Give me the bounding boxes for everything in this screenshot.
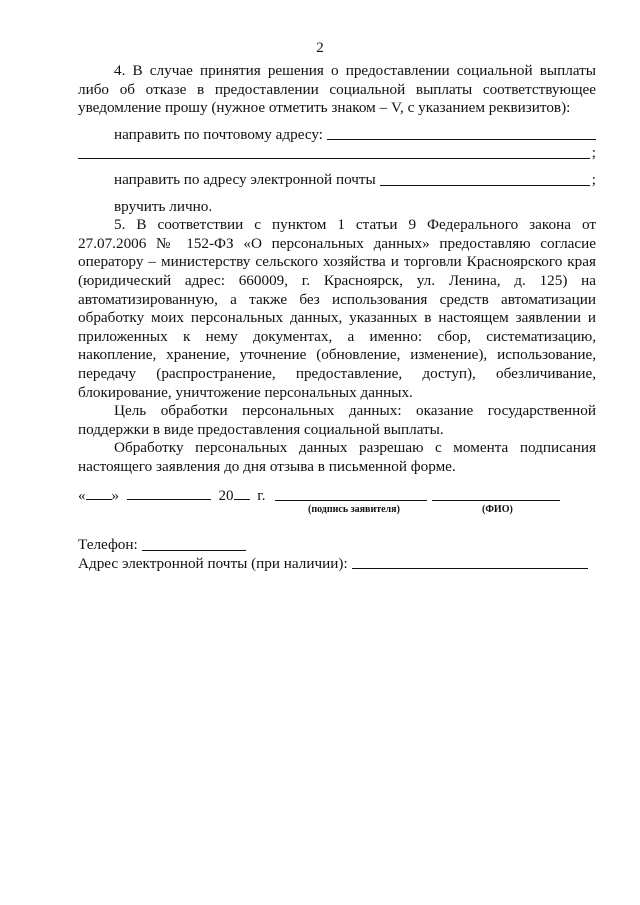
postal-address-line-2[interactable]	[78, 158, 590, 159]
year-field[interactable]	[234, 486, 250, 500]
postal-address-label: направить по почтовому адресу:	[114, 125, 324, 143]
document-body	[78, 62, 596, 476]
permission-paragraph: Обработку персональных данных разрешаю с момента подписания настоящего заявления до дня отзыва в письменной форме.	[78, 439, 596, 475]
full-name-caption: (ФИО)	[482, 504, 513, 515]
contacts-block	[78, 536, 598, 573]
month-field[interactable]	[127, 486, 211, 500]
postal-address-line-1[interactable]	[327, 139, 596, 140]
section-4-notification-paragraph: 4. В случае принятия решения о предоставлении социальной выплаты либо об отказе в предоставлении социальной выплаты соответствующее уведомление прошу (нужное отметить знаком – V, с указанием реквизитов):	[78, 62, 596, 117]
email-delivery-label: направить по адресу электронной почты	[114, 170, 376, 188]
phone-row	[78, 536, 598, 555]
year-prefix: 20	[218, 488, 234, 504]
date-field	[78, 486, 265, 505]
in-person-row	[78, 198, 596, 217]
quote-open: «	[78, 488, 86, 504]
email-semicolon: ;	[591, 170, 596, 188]
postal-address-row	[78, 126, 596, 145]
signature-line[interactable]	[275, 500, 427, 501]
signature-block	[78, 486, 578, 526]
contact-email-label: Адрес электронной почты (при наличии):	[78, 554, 348, 572]
day-field[interactable]	[86, 486, 112, 500]
purpose-paragraph: Цель обработки персональных данных: оказание государственной поддержки в виде предоставления социальной выплаты.	[78, 402, 596, 438]
phone-label: Телефон:	[78, 536, 138, 553]
quote-close: »	[111, 488, 119, 504]
email-delivery-row	[78, 171, 596, 190]
contact-email-field[interactable]	[352, 568, 588, 569]
signature-caption: (подпись заявителя)	[308, 504, 400, 515]
contact-email-row	[78, 555, 598, 574]
postal-semicolon: ;	[591, 144, 596, 162]
full-name-line[interactable]	[432, 500, 560, 501]
year-suffix: г.	[257, 488, 266, 504]
section-5-consent-paragraph: 5. В соответствии с пунктом 1 статьи 9 Федерального закона от 27.07.2006 № 152-ФЗ «О персональных данных» предоставляю согласие оператору – министерству сельского хозяйства и торговли Красноярского края (юридический адрес: 660009, г. Красноярск, ул. Ленина, д. 125) на автоматизированную, а также без использования средств автоматизации обработку моих персональных данных, указанных в настоящем заявлении и приложенных к нему документах, а именно: сбор, систематизацию, накопление, хранение, уточнение (обновление, изменение), использование, передачу (распространение, предоставление, доступ), обезличивание, блокирование, уничтожение персональных данных.	[78, 216, 596, 401]
page-number: 2	[316, 40, 324, 56]
phone-field[interactable]	[142, 550, 246, 551]
email-delivery-line[interactable]	[380, 185, 590, 186]
postal-address-row-2	[78, 144, 596, 163]
in-person-label: вручить лично.	[114, 197, 213, 215]
